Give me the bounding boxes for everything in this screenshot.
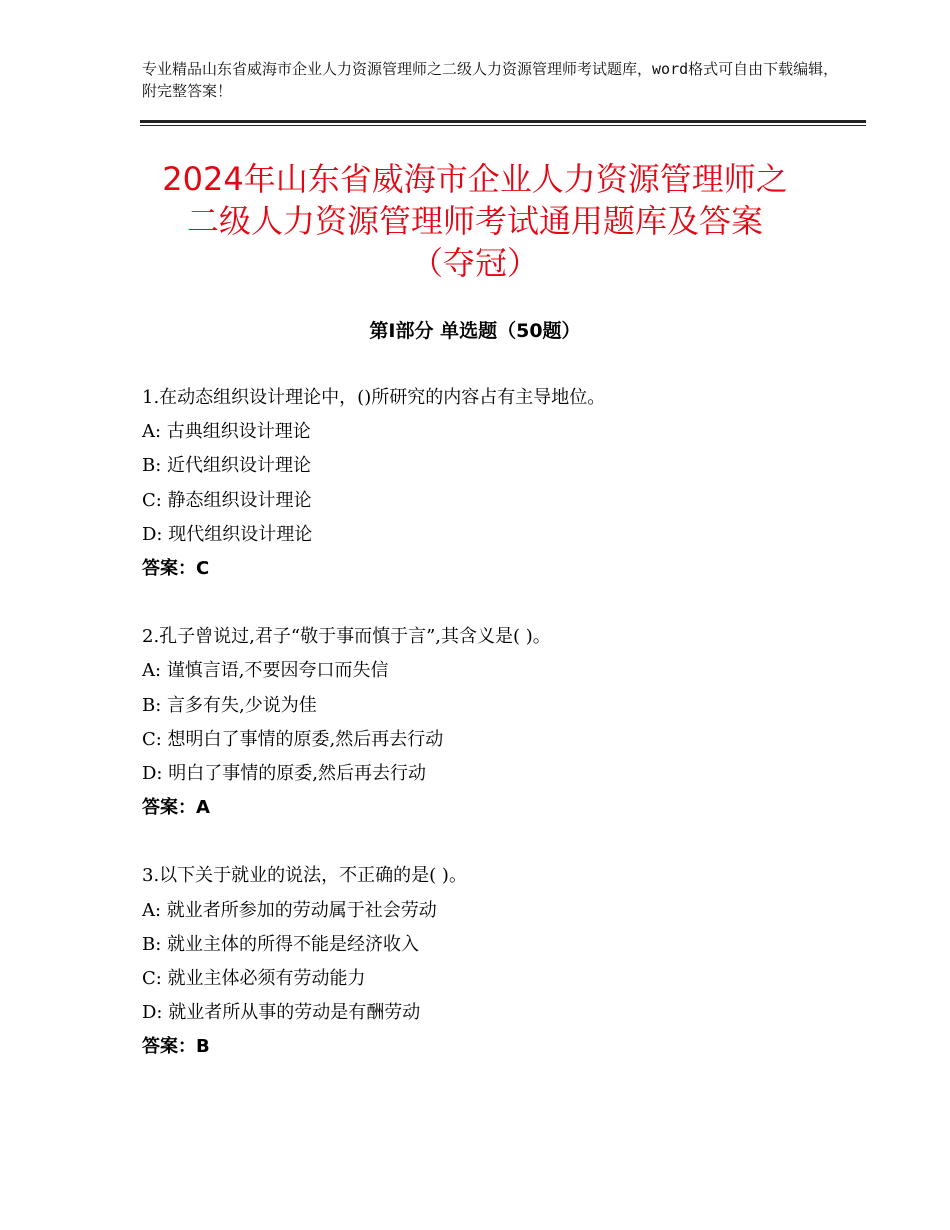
option-c: C: 想明白了事情的原委,然后再去行动 [142, 728, 444, 750]
answer: 答案：C [142, 558, 210, 580]
option-c: C: 就业主体必须有劳动能力 [142, 968, 366, 990]
option-a: A: 谨慎言语,不要因夸口而失信 [142, 660, 389, 682]
option-d: D: 现代组织设计理论 [142, 523, 313, 545]
answer: 答案：A [142, 797, 210, 819]
option-b: B: 近代组织设计理论 [142, 455, 312, 477]
header-rule-thin [140, 125, 866, 126]
option-a: A: 就业者所参加的劳动属于社会劳动 [142, 899, 437, 921]
title-line-3: （夺冠） [410, 244, 539, 282]
document-title [100, 158, 850, 284]
question-stem: 3.以下关于就业的说法，不正确的是( )。 [142, 865, 467, 887]
question-2 [142, 620, 862, 825]
header-note: 专业精品山东省威海市企业人力资源管理师之二级人力资源管理师考试题库，word格式可自由下载编辑，附完整答案！ [142, 60, 839, 100]
option-d: D: 就业者所从事的劳动是有酬劳动 [142, 1002, 421, 1024]
question-3 [142, 859, 862, 1064]
answer: 答案：B [142, 1036, 210, 1058]
section-title: 第Ⅰ部分 单选题（50题） [369, 320, 581, 342]
question-stem: 2.孔子曾说过,君子“敬于事而慎于言”,其含义是( )。 [142, 626, 551, 648]
option-c: C: 静态组织设计理论 [142, 489, 312, 511]
option-b: B: 言多有失,少说为佳 [142, 694, 317, 716]
title-line-1: 2024年山东省威海市企业人力资源管理师之 [162, 160, 788, 198]
title-line-2: 二级人力资源管理师考试通用题库及答案 [186, 202, 763, 240]
question-1 [142, 381, 862, 586]
header-rule-thick [140, 120, 866, 123]
option-b: B: 就业主体的所得不能是经济收入 [142, 933, 420, 955]
question-stem: 1.在动态组织设计理论中，()所研究的内容占有主导地位。 [142, 387, 606, 408]
option-d: D: 明白了事情的原委,然后再去行动 [142, 763, 426, 785]
option-a: A: 古典组织设计理论 [142, 421, 311, 443]
question-list [142, 381, 862, 1099]
